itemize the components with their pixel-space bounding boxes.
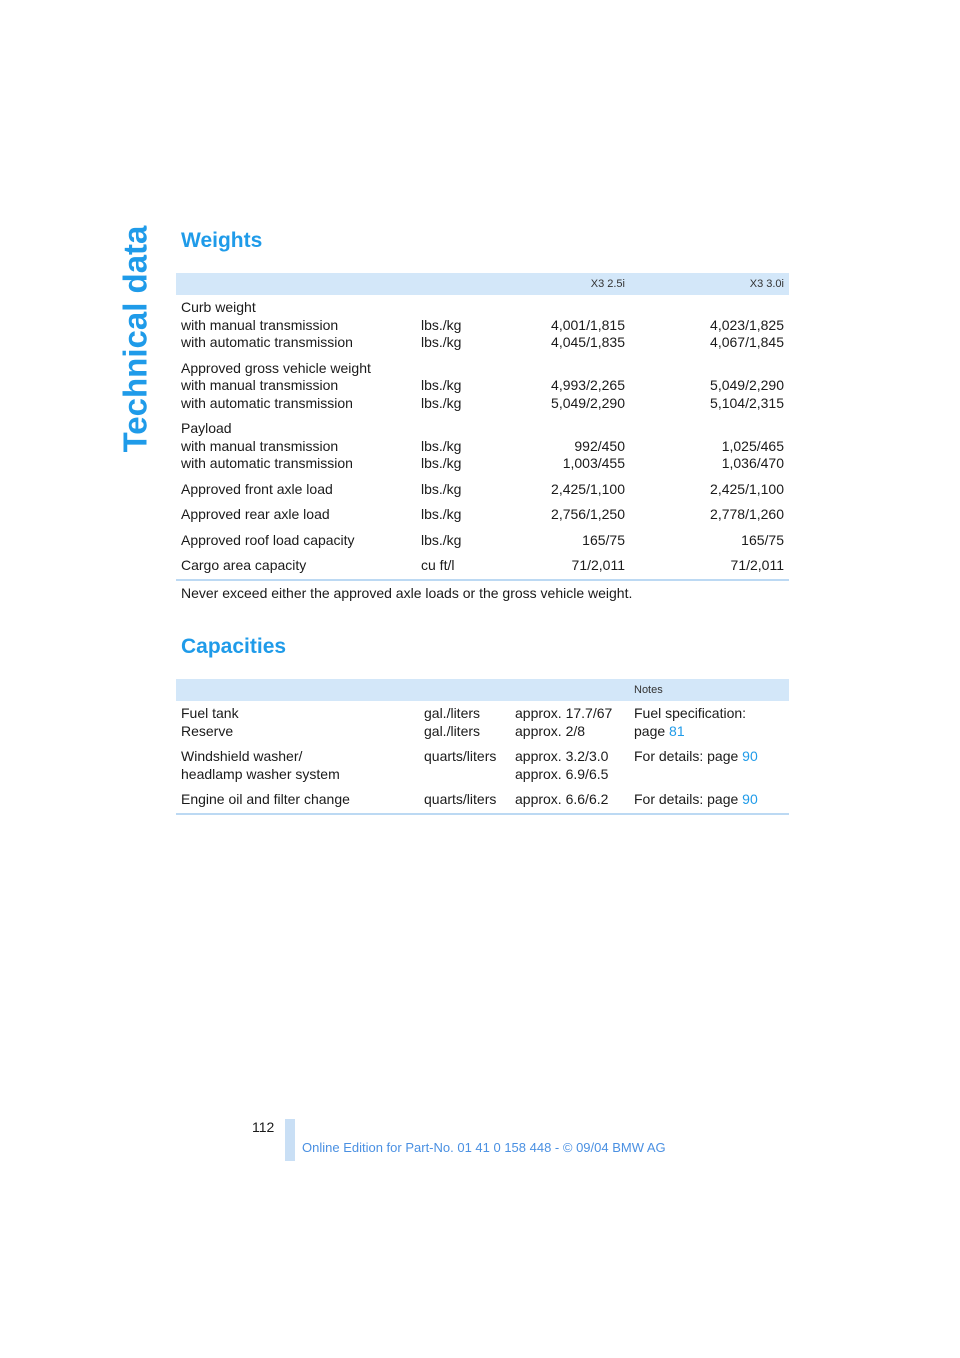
cell-line: 1,036/470 [721,455,784,471]
weights-cell-v1 [470,528,630,554]
cell-line: lbs./kg [421,531,462,548]
weights-cell-v2 [630,528,789,554]
weights-col-x3-30i: X3 3.0i [749,278,784,290]
cell-line: with automatic transmission [181,455,353,471]
cell-line [421,299,465,317]
cell-line [635,360,784,378]
weights-cell-labels [176,528,416,554]
cell-line: 165/75 [582,531,625,548]
capacities-cell-labels [176,744,419,787]
cell-line: Approved front axle load [181,480,333,497]
page-reference-link[interactable]: 81 [669,722,685,739]
capacities-table-body [176,701,789,814]
cell-line: approx. 6.9/6.5 [515,765,609,782]
cell-line: Approved roof load capacity [181,531,355,548]
cell-line: Windshield washer/ [181,748,303,764]
cell-line: Cargo area capacity [181,557,307,573]
cell-line: with manual transmission [181,377,339,393]
weights-cell-v1 [470,553,630,580]
cell-line: lbs./kg [421,480,462,497]
cell-line: Engine oil and filter change [181,791,350,807]
weights-cell-labels [176,502,416,528]
weights-cell-v2 [630,356,789,417]
weights-cell-labels [176,477,416,503]
footer-edition-text: Online Edition for Part-No. 01 41 0 158 448 - © 09/04 BMW AG [302,1140,666,1155]
cell-line [475,360,625,378]
weights-note: Never exceed either the approved axle loads or the gross vehicle weight. [181,585,633,601]
cell-line: 2,425/1,100 [551,480,625,497]
cell-line: 165/75 [741,531,784,548]
cell-line: approx. 2/8 [515,722,586,739]
page-reference-link[interactable]: 90 [742,791,758,807]
cell-line: with automatic transmission [181,394,353,411]
capacities-cell-units [419,744,510,787]
weights-table [176,273,789,581]
cell-line: lbs./kg [421,506,462,522]
capacities-cell-values [510,701,629,744]
cell-line: lbs./kg [421,394,462,411]
cell-line: approx. 17.7/67 [515,705,613,721]
weights-cell-v2 [630,477,789,503]
cell-line: Curb weight [181,299,256,315]
note-text: For details: page [634,748,743,764]
capacities-table-header [176,679,789,701]
cell-line [475,299,625,317]
capacities-col-notes: Notes [634,684,663,696]
weights-cell-v2 [630,502,789,528]
page-number: 112 [252,1119,275,1135]
cell-line: 5,049/2,290 [710,377,784,393]
capacities-table [176,679,789,815]
cell-line: 4,045/1,835 [551,334,625,350]
weights-cell-v1 [470,295,630,356]
note-line [634,748,784,766]
table-row [176,356,789,417]
cell-line [475,420,625,438]
weights-cell-units [416,553,470,580]
note-line [634,791,784,809]
cell-line: Fuel tank [181,705,239,721]
footer-accent-bar [285,1119,295,1161]
weights-cell-v2 [630,553,789,580]
weights-cell-units [416,528,470,554]
cell-line: 992/450 [574,437,625,454]
cell-line [421,420,465,438]
weights-cell-labels [176,553,416,580]
capacities-cell-labels [176,787,419,814]
table-row [176,295,789,356]
weights-cell-labels [176,356,416,417]
cell-line: lbs./kg [421,334,462,350]
capacities-cell-units [419,787,510,814]
cell-line: 4,023/1,825 [710,316,784,333]
cell-line: headlamp washer system [181,765,340,782]
cell-line: 1,025/465 [721,437,784,454]
cell-line: 5,104/2,315 [710,394,784,411]
weights-cell-v2 [630,416,789,477]
note-text: page [634,722,670,739]
cell-line [635,299,784,317]
weights-cell-labels [176,416,416,477]
cell-line: 4,001/1,815 [551,316,625,333]
weights-col-label [176,273,416,295]
cell-line: gal./liters [424,705,481,721]
capacities-heading: Capacities [181,635,287,658]
weights-cell-labels [176,295,416,356]
cell-line: 4,067/1,845 [710,334,784,350]
weights-heading: Weights [181,229,263,252]
table-row [176,701,789,744]
note-text: For details: page [634,791,743,807]
weights-cell-v1 [470,502,630,528]
side-section-title [113,226,157,452]
table-row [176,528,789,554]
weights-cell-v1 [470,356,630,417]
cell-line: quarts/liters [424,791,497,807]
cell-line: cu ft/l [421,557,455,573]
weights-cell-v1 [470,416,630,477]
cell-line: Payload [181,420,232,436]
cell-line: 5,049/2,290 [551,394,625,411]
weights-col-x3-25i: X3 2.5i [590,278,625,290]
table-row [176,553,789,580]
table-row [176,502,789,528]
table-row [176,744,789,787]
cell-line: 1,003/455 [562,455,625,471]
note-line [634,723,784,741]
weights-cell-units [416,477,470,503]
cell-line: lbs./kg [421,437,462,454]
table-row [176,477,789,503]
capacities-cell-units [419,701,510,744]
cell-line [421,360,465,378]
cell-line: 71/2,011 [571,557,625,573]
note-text: Fuel specification: [634,705,747,721]
weights-cell-v2 [630,295,789,356]
weights-cell-units [416,295,470,356]
weights-cell-v1 [470,477,630,503]
weights-table-body [176,295,789,580]
cell-line: approx. 3.2/3.0 [515,748,609,764]
capacities-cell-notes [629,744,789,787]
cell-line: 2,778/1,260 [710,506,784,522]
cell-line: lbs./kg [421,377,462,393]
capacities-cell-notes [629,787,789,814]
cell-line: with manual transmission [181,437,339,454]
capacities-cell-notes [629,701,789,744]
cell-line: approx. 6.6/6.2 [515,791,609,807]
cell-line: 2,756/1,250 [551,506,625,522]
capacities-cell-values [510,744,629,787]
cell-line: 71/2,011 [730,557,784,573]
weights-cell-units [416,416,470,477]
table-row [176,787,789,814]
table-row [176,416,789,477]
cell-line: with manual transmission [181,316,339,333]
side-section-title-text: Technical data [116,225,154,453]
cell-line: lbs./kg [421,455,462,471]
capacities-cell-labels [176,701,419,744]
cell-line: gal./liters [424,722,481,739]
cell-line: 2,425/1,100 [710,480,784,497]
page-reference-link[interactable]: 90 [742,748,758,764]
cell-line: Approved rear axle load [181,506,330,522]
cell-line: Approved gross vehicle weight [181,359,371,376]
weights-cell-units [416,356,470,417]
note-line [634,705,784,723]
cell-line: 4,993/2,265 [551,377,625,393]
weights-cell-units [416,502,470,528]
weights-table-header [176,273,789,295]
cell-line: with automatic transmission [181,334,353,350]
weights-col-unit [416,273,470,295]
cell-line: lbs./kg [421,316,462,333]
capacities-cell-values [510,787,629,814]
cell-line [635,420,784,438]
cell-line: quarts/liters [424,748,497,764]
cell-line: Reserve [181,722,234,739]
